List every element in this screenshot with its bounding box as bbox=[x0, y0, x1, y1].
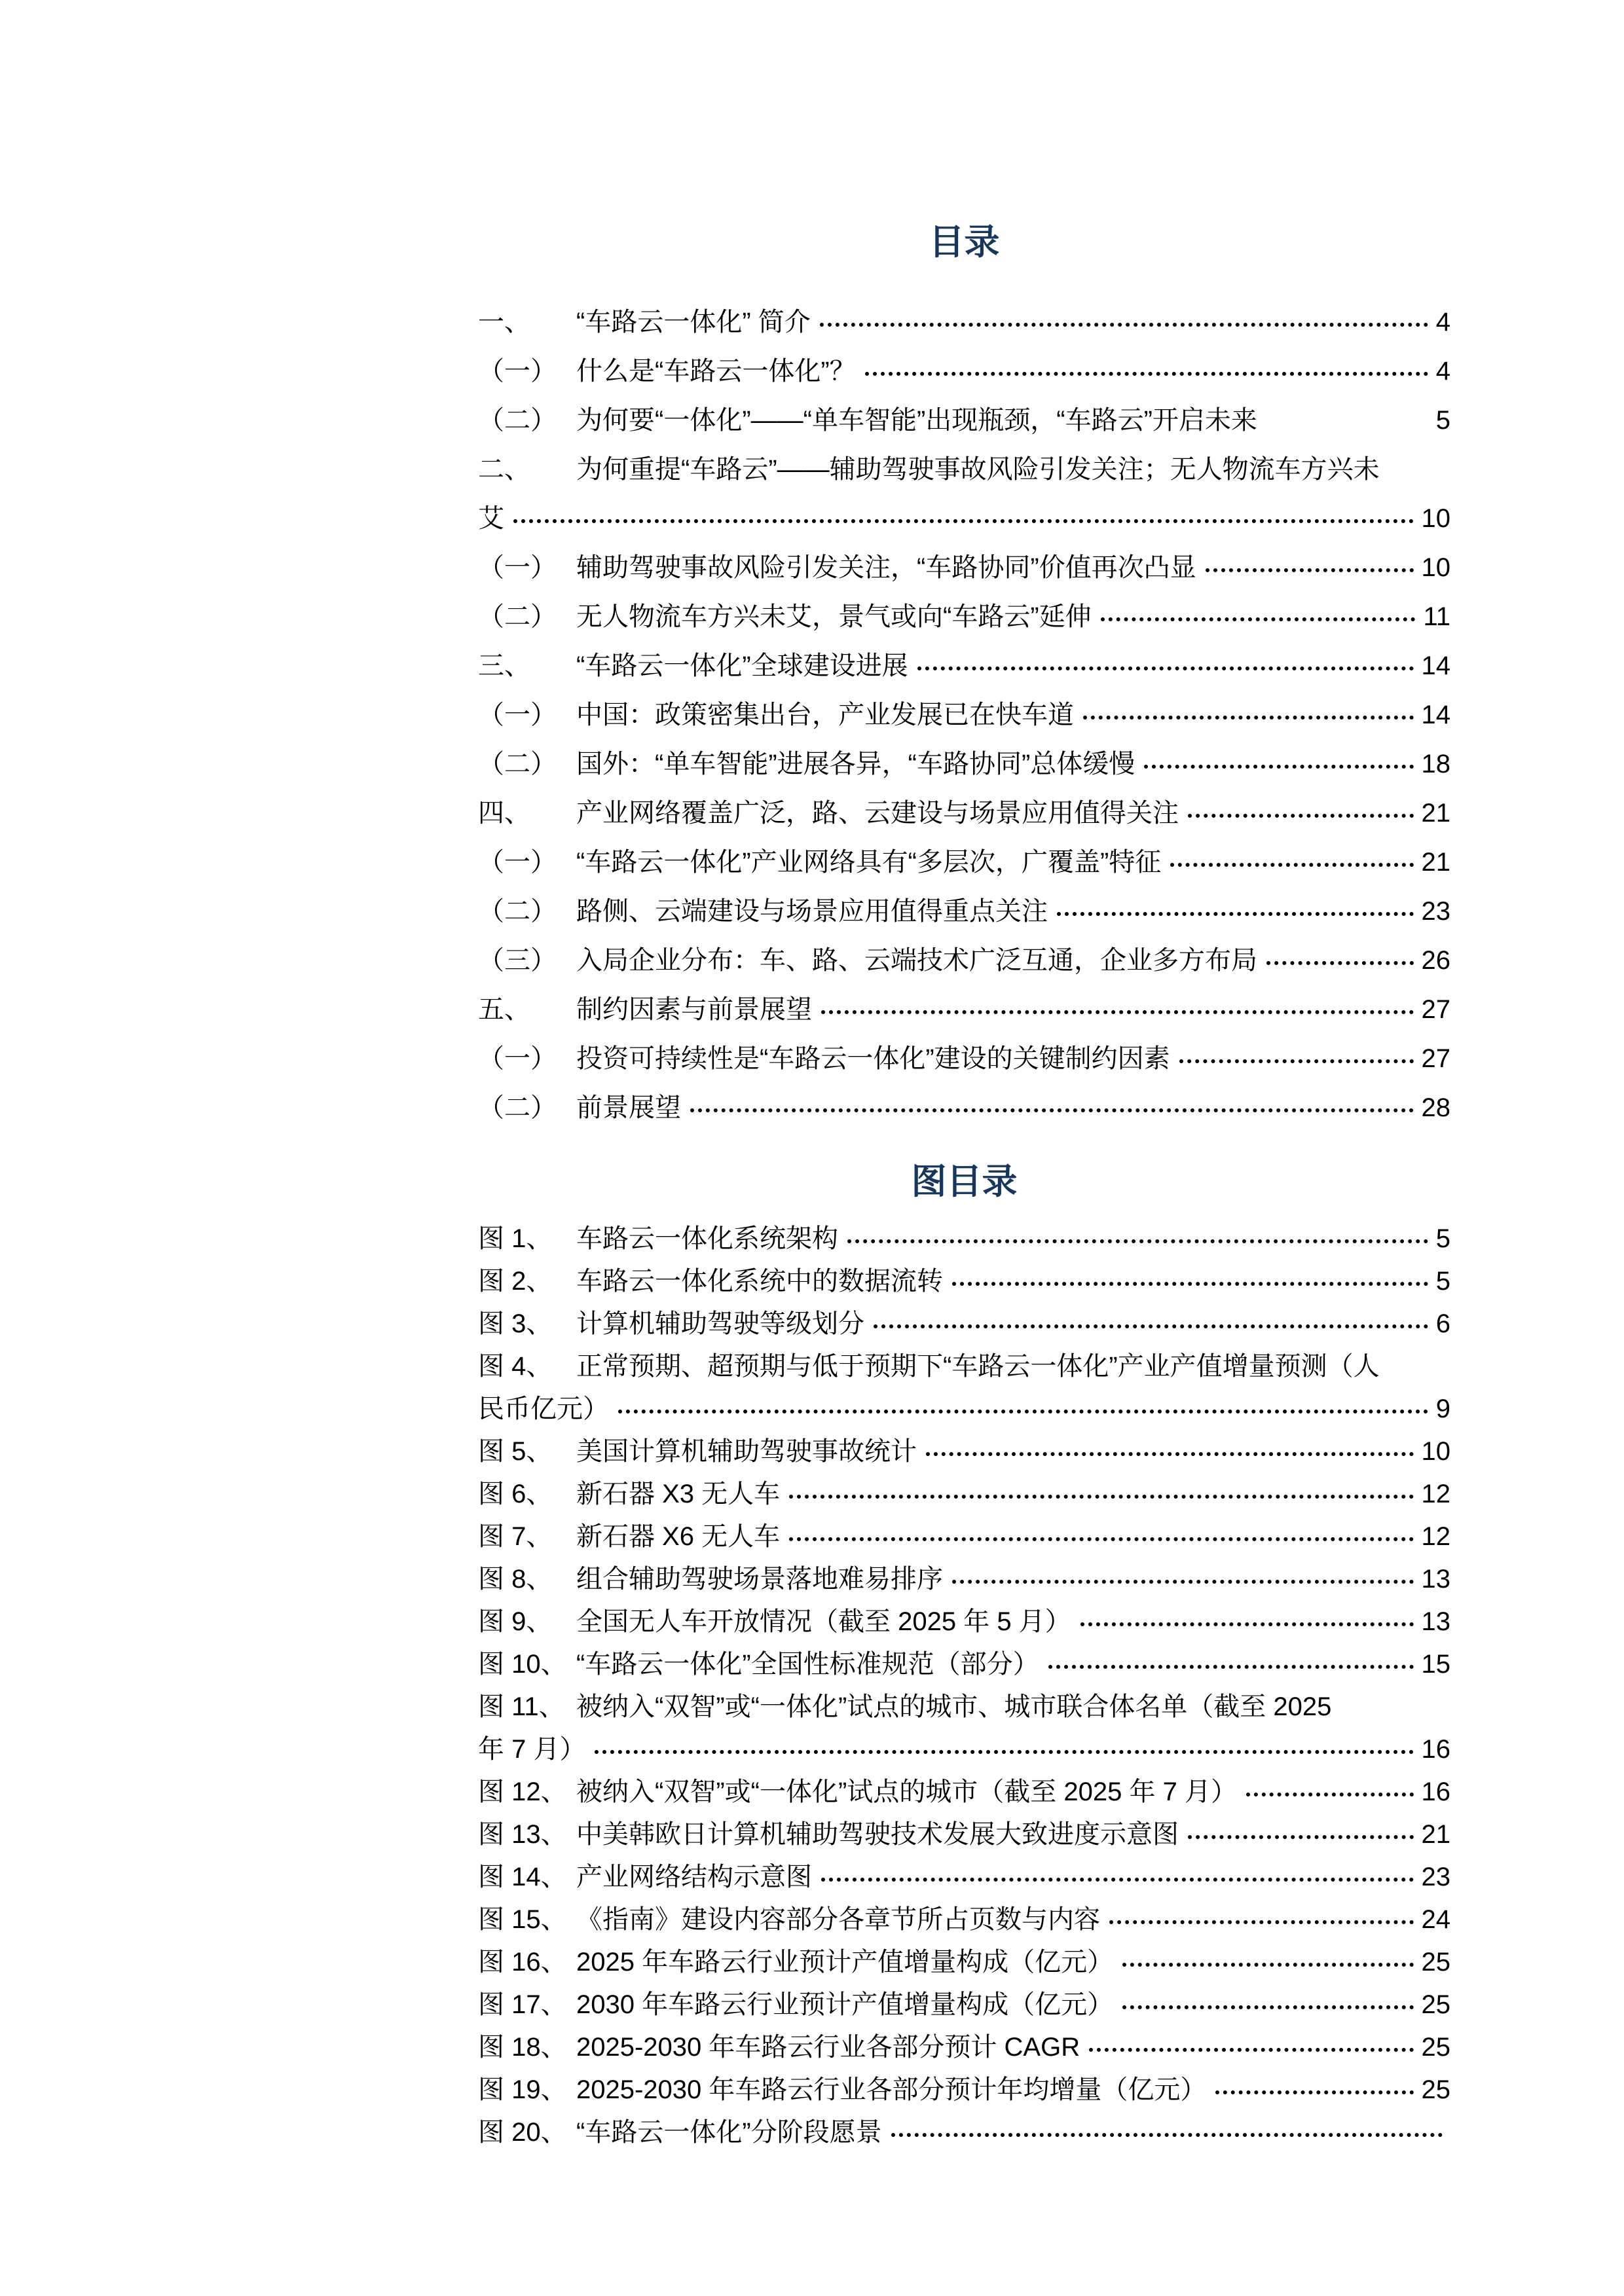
toc-row[interactable] bbox=[478, 396, 1450, 445]
toc-item-number: （三） bbox=[478, 946, 557, 975]
figure-item-title: 2030 年车路云行业预计产值增量构成（亿元） bbox=[576, 1990, 1114, 2019]
figure-item-title: 车路云一体化系统中的数据流转 bbox=[576, 1267, 943, 1296]
toc-item-page: 23 bbox=[1421, 897, 1450, 926]
dot-leader bbox=[952, 1580, 1414, 1584]
figure-item-number: 图 15、 bbox=[478, 1905, 567, 1934]
toc-row[interactable] bbox=[478, 642, 1450, 691]
dot-leader bbox=[847, 1239, 1428, 1243]
figure-item-page: 9 bbox=[1435, 1394, 1450, 1423]
figure-item-title: “车路云一体化”分阶段愿景 bbox=[576, 2118, 882, 2147]
figure-item-page: 21 bbox=[1421, 1820, 1450, 1849]
toc-item-title: 为何要“一体化”——“单车智能”出现瓶颈，“车路云”开启未来 bbox=[576, 406, 1257, 435]
toc-item-page: 21 bbox=[1421, 848, 1450, 877]
figure-row[interactable] bbox=[478, 1856, 1450, 1899]
figure-item-title: 车路云一体化系统架构 bbox=[576, 1224, 838, 1253]
dot-leader bbox=[891, 2133, 1443, 2137]
figure-item-number: 图 11、 bbox=[478, 1692, 565, 1721]
toc-row[interactable] bbox=[478, 936, 1450, 985]
figure-row[interactable] bbox=[478, 1218, 1450, 1260]
figure-item-page: 5 bbox=[1435, 1267, 1450, 1296]
dot-leader bbox=[1188, 814, 1414, 818]
dot-leader bbox=[1122, 1963, 1413, 1967]
figure-row[interactable] bbox=[478, 1601, 1450, 1643]
toc-item-page: 28 bbox=[1421, 1093, 1450, 1122]
toc-row[interactable] bbox=[478, 740, 1450, 789]
dot-leader bbox=[1101, 617, 1416, 621]
toc-list bbox=[478, 298, 1450, 1133]
toc-row[interactable] bbox=[478, 1034, 1450, 1084]
toc-item-page: 27 bbox=[1421, 1044, 1450, 1073]
toc-item-title: 为何重提“车路云”——辅助驾驶事故风险引发关注；无人物流车方兴未 bbox=[576, 455, 1380, 484]
figure-item-page: 5 bbox=[1435, 1224, 1450, 1253]
figure-row[interactable] bbox=[478, 1345, 1450, 1388]
toc-item-title: 无人物流车方兴未艾，景气或向“车路云”延伸 bbox=[576, 602, 1092, 631]
dot-leader bbox=[690, 1108, 1414, 1112]
dot-leader bbox=[1057, 912, 1414, 916]
figure-item-title: 产业网络结构示意图 bbox=[576, 1863, 812, 1891]
dot-leader bbox=[1206, 568, 1414, 572]
dot-leader bbox=[1122, 2005, 1413, 2009]
figure-row[interactable] bbox=[478, 1516, 1450, 1558]
toc-section-title: 目录 bbox=[929, 223, 1000, 262]
toc-item-title: 投资可持续性是“车路云一体化”建设的关键制约因素 bbox=[576, 1044, 1170, 1073]
figure-item-page: 16 bbox=[1421, 1777, 1450, 1806]
figure-item-title: 年 7 月） bbox=[478, 1735, 586, 1764]
figure-row[interactable] bbox=[478, 1771, 1450, 1813]
toc-item-number: （一） bbox=[478, 553, 557, 582]
toc-row[interactable] bbox=[478, 789, 1450, 838]
toc-item-number: （二） bbox=[478, 602, 557, 631]
toc-item-number: （一） bbox=[478, 848, 557, 877]
toc-row[interactable] bbox=[478, 445, 1450, 494]
dot-leader bbox=[952, 1282, 1428, 1286]
dot-leader bbox=[1179, 1059, 1414, 1063]
toc-item-number: 二、 bbox=[478, 455, 530, 484]
figure-item-page: 10 bbox=[1421, 1437, 1450, 1466]
figure-item-title: 民币亿元） bbox=[478, 1394, 609, 1423]
figure-row[interactable] bbox=[478, 1984, 1450, 2026]
dot-leader bbox=[1170, 863, 1413, 867]
toc-row[interactable] bbox=[478, 494, 1450, 543]
figure-item-page: 15 bbox=[1421, 1650, 1450, 1679]
toc-item-page: 21 bbox=[1421, 799, 1450, 828]
toc-item-page: 4 bbox=[1435, 308, 1450, 337]
figure-row[interactable] bbox=[478, 1473, 1450, 1516]
dot-leader bbox=[618, 1410, 1428, 1413]
toc-item-title: 入局企业分布：车、路、云端技术广泛互通，企业多方布局 bbox=[576, 946, 1257, 975]
toc-row[interactable] bbox=[478, 838, 1450, 887]
toc-row[interactable] bbox=[478, 592, 1450, 642]
toc-item-number: （二） bbox=[478, 750, 557, 778]
dot-leader bbox=[917, 666, 1414, 670]
toc-item-page: 4 bbox=[1435, 357, 1450, 386]
toc-item-number: （二） bbox=[478, 406, 557, 435]
figure-row[interactable] bbox=[478, 1260, 1450, 1303]
toc-item-number: （二） bbox=[478, 1093, 557, 1122]
figure-item-title: 正常预期、超预期与低于预期下“车路云一体化”产业产值增量预测（人 bbox=[576, 1352, 1380, 1381]
toc-item-page: 14 bbox=[1421, 651, 1450, 680]
figure-item-page: 13 bbox=[1421, 1565, 1450, 1594]
dot-leader bbox=[1266, 961, 1414, 965]
dot-leader bbox=[926, 1452, 1414, 1456]
dot-leader bbox=[1089, 2048, 1413, 2052]
figure-item-page: 25 bbox=[1421, 2033, 1450, 2062]
toc-item-page: 27 bbox=[1421, 995, 1450, 1024]
figure-item-number: 图 17、 bbox=[478, 1990, 567, 2019]
figure-item-page: 6 bbox=[1435, 1309, 1450, 1338]
toc-item-number: （一） bbox=[478, 1044, 557, 1073]
toc-item-page: 26 bbox=[1421, 946, 1450, 975]
figure-item-number: 图 18、 bbox=[478, 2033, 567, 2062]
figure-row[interactable] bbox=[478, 1899, 1450, 1941]
toc-item-title: 路侧、云端建设与场景应用值得重点关注 bbox=[576, 897, 1048, 926]
figure-row[interactable] bbox=[478, 1728, 1450, 1771]
figure-row[interactable] bbox=[478, 1941, 1450, 1984]
toc-item-page: 11 bbox=[1423, 602, 1450, 631]
dot-leader bbox=[1109, 1920, 1414, 1924]
figure-item-title: 中美韩欧日计算机辅助驾驶技术发展大致进度示意图 bbox=[576, 1820, 1179, 1849]
dot-leader bbox=[821, 1878, 1414, 1882]
figure-item-title: 2025-2030 年车路云行业各部分预计 CAGR bbox=[576, 2033, 1080, 2062]
toc-row[interactable] bbox=[478, 1084, 1450, 1133]
figure-row[interactable] bbox=[478, 1686, 1450, 1728]
figure-item-title: “车路云一体化”全国性标准规范（部分） bbox=[576, 1650, 1039, 1679]
toc-row[interactable] bbox=[478, 691, 1450, 740]
figure-item-number: 图 13、 bbox=[478, 1820, 567, 1849]
toc-item-title: 产业网络覆盖广泛，路、云建设与场景应用值得关注 bbox=[576, 799, 1179, 828]
figure-item-number: 图 2、 bbox=[478, 1267, 553, 1296]
figure-item-page: 16 bbox=[1421, 1735, 1450, 1764]
dot-leader bbox=[1215, 2090, 1413, 2094]
toc-item-number: 一、 bbox=[478, 308, 530, 337]
toc-item-number: （二） bbox=[478, 897, 557, 926]
figure-item-number: 图 19、 bbox=[478, 2075, 567, 2104]
figure-item-title: 新石器 X3 无人车 bbox=[576, 1480, 781, 1508]
figure-item-number: 图 16、 bbox=[478, 1948, 567, 1977]
dot-leader bbox=[1048, 1665, 1414, 1669]
figure-list bbox=[478, 1218, 1450, 2154]
figure-item-title: 全国无人车开放情况（截至 2025 年 5 月） bbox=[576, 1607, 1071, 1636]
dot-leader bbox=[874, 1324, 1428, 1328]
figure-item-title: 被纳入“双智”或“一体化”试点的城市、城市联合体名单（截至 2025 bbox=[576, 1692, 1332, 1721]
dot-leader bbox=[821, 1010, 1414, 1014]
toc-item-number: （一） bbox=[478, 357, 557, 386]
dot-leader bbox=[820, 323, 1428, 327]
figure-item-number: 图 1、 bbox=[478, 1224, 553, 1253]
toc-item-number: （一） bbox=[478, 701, 557, 729]
dot-leader bbox=[789, 1537, 1413, 1541]
dot-leader bbox=[1083, 716, 1414, 720]
figure-item-number: 图 5、 bbox=[478, 1437, 553, 1466]
toc-item-number: 五、 bbox=[478, 995, 530, 1024]
toc-row[interactable] bbox=[478, 298, 1450, 347]
figure-item-title: 计算机辅助驾驶等级划分 bbox=[576, 1309, 864, 1338]
figure-row[interactable] bbox=[478, 1643, 1450, 1686]
toc-item-page: 10 bbox=[1421, 553, 1450, 582]
figure-row[interactable] bbox=[478, 1388, 1450, 1430]
toc-item-title: 中国：政策密集出台，产业发展已在快车道 bbox=[576, 701, 1074, 729]
figure-item-number: 图 10、 bbox=[478, 1650, 567, 1679]
figure-item-title: 2025 年车路云行业预计产值增量构成（亿元） bbox=[576, 1948, 1114, 1977]
toc-item-title: 国外：“单车智能”进展各异，“车路协同”总体缓慢 bbox=[576, 750, 1135, 778]
toc-item-title: 前景展望 bbox=[576, 1093, 681, 1122]
figure-item-number: 图 7、 bbox=[478, 1522, 553, 1551]
toc-item-page: 5 bbox=[1435, 406, 1450, 435]
figure-item-page: 12 bbox=[1421, 1522, 1450, 1551]
figure-row[interactable] bbox=[478, 2069, 1450, 2111]
figure-item-title: 被纳入“双智”或“一体化”试点的城市（截至 2025 年 7 月） bbox=[576, 1777, 1237, 1806]
toc-item-page: 18 bbox=[1421, 750, 1450, 778]
figure-row[interactable] bbox=[478, 1430, 1450, 1473]
figure-item-number: 图 4、 bbox=[478, 1352, 553, 1381]
toc-row[interactable] bbox=[478, 887, 1450, 936]
figure-item-page: 24 bbox=[1421, 1905, 1450, 1934]
toc-item-title: “车路云一体化”全球建设进展 bbox=[576, 651, 908, 680]
toc-row[interactable] bbox=[478, 985, 1450, 1034]
toc-item-title: “车路云一体化”产业网络具有“多层次，广覆盖”特征 bbox=[576, 848, 1162, 877]
dot-leader bbox=[789, 1495, 1413, 1499]
toc-item-title: 辅助驾驶事故风险引发关注，“车路协同”价值再次凸显 bbox=[576, 553, 1196, 582]
toc-item-page: 10 bbox=[1421, 504, 1450, 533]
dot-leader bbox=[1188, 1835, 1414, 1839]
figures-section-title: 图目录 bbox=[911, 1162, 1018, 1201]
dot-leader bbox=[513, 519, 1414, 523]
dot-leader bbox=[595, 1750, 1413, 1754]
dot-leader bbox=[1246, 1793, 1414, 1796]
page-content bbox=[478, 0, 1450, 2154]
figure-item-page: 25 bbox=[1421, 1990, 1450, 2019]
toc-item-number: 四、 bbox=[478, 799, 530, 828]
figure-row[interactable] bbox=[478, 1558, 1450, 1601]
figure-item-title: 《指南》建设内容部分各章节所占页数与内容 bbox=[576, 1905, 1100, 1934]
dot-leader bbox=[865, 372, 1428, 376]
figure-row[interactable] bbox=[478, 1303, 1450, 1345]
figure-item-page: 23 bbox=[1421, 1863, 1450, 1891]
figure-item-number: 图 14、 bbox=[478, 1863, 567, 1891]
dot-leader bbox=[1080, 1622, 1414, 1626]
figure-item-page: 13 bbox=[1421, 1607, 1450, 1636]
toc-item-title: 制约因素与前景展望 bbox=[576, 995, 812, 1024]
figure-item-number: 图 8、 bbox=[478, 1565, 553, 1594]
figure-row[interactable] bbox=[478, 2111, 1450, 2154]
figure-item-title: 2025-2030 年车路云行业各部分预计年均增量（亿元） bbox=[576, 2075, 1207, 2104]
toc-item-title: 艾 bbox=[478, 504, 504, 533]
figure-item-page: 12 bbox=[1421, 1480, 1450, 1508]
figure-item-number: 图 20、 bbox=[478, 2118, 567, 2147]
figure-row[interactable] bbox=[478, 1813, 1450, 1856]
figure-row[interactable] bbox=[478, 2026, 1450, 2069]
figure-item-title: 组合辅助驾驶场景落地难易排序 bbox=[576, 1565, 943, 1594]
figure-item-page: 25 bbox=[1421, 1948, 1450, 1977]
toc-row[interactable] bbox=[478, 347, 1450, 396]
figure-item-page: 25 bbox=[1421, 2075, 1450, 2104]
toc-item-title: “车路云一体化” 简介 bbox=[576, 308, 811, 337]
figure-item-title: 新石器 X6 无人车 bbox=[576, 1522, 781, 1551]
figure-item-number: 图 9、 bbox=[478, 1607, 553, 1636]
dot-leader bbox=[1144, 765, 1413, 769]
figure-item-number: 图 12、 bbox=[478, 1777, 567, 1806]
toc-item-number: 三、 bbox=[478, 651, 530, 680]
toc-row[interactable] bbox=[478, 543, 1450, 592]
figure-item-number: 图 6、 bbox=[478, 1480, 553, 1508]
figure-item-number: 图 3、 bbox=[478, 1309, 553, 1338]
figure-item-title: 美国计算机辅助驾驶事故统计 bbox=[576, 1437, 917, 1466]
toc-item-title: 什么是“车路云一体化”？ bbox=[576, 357, 856, 386]
toc-item-page: 14 bbox=[1421, 701, 1450, 729]
